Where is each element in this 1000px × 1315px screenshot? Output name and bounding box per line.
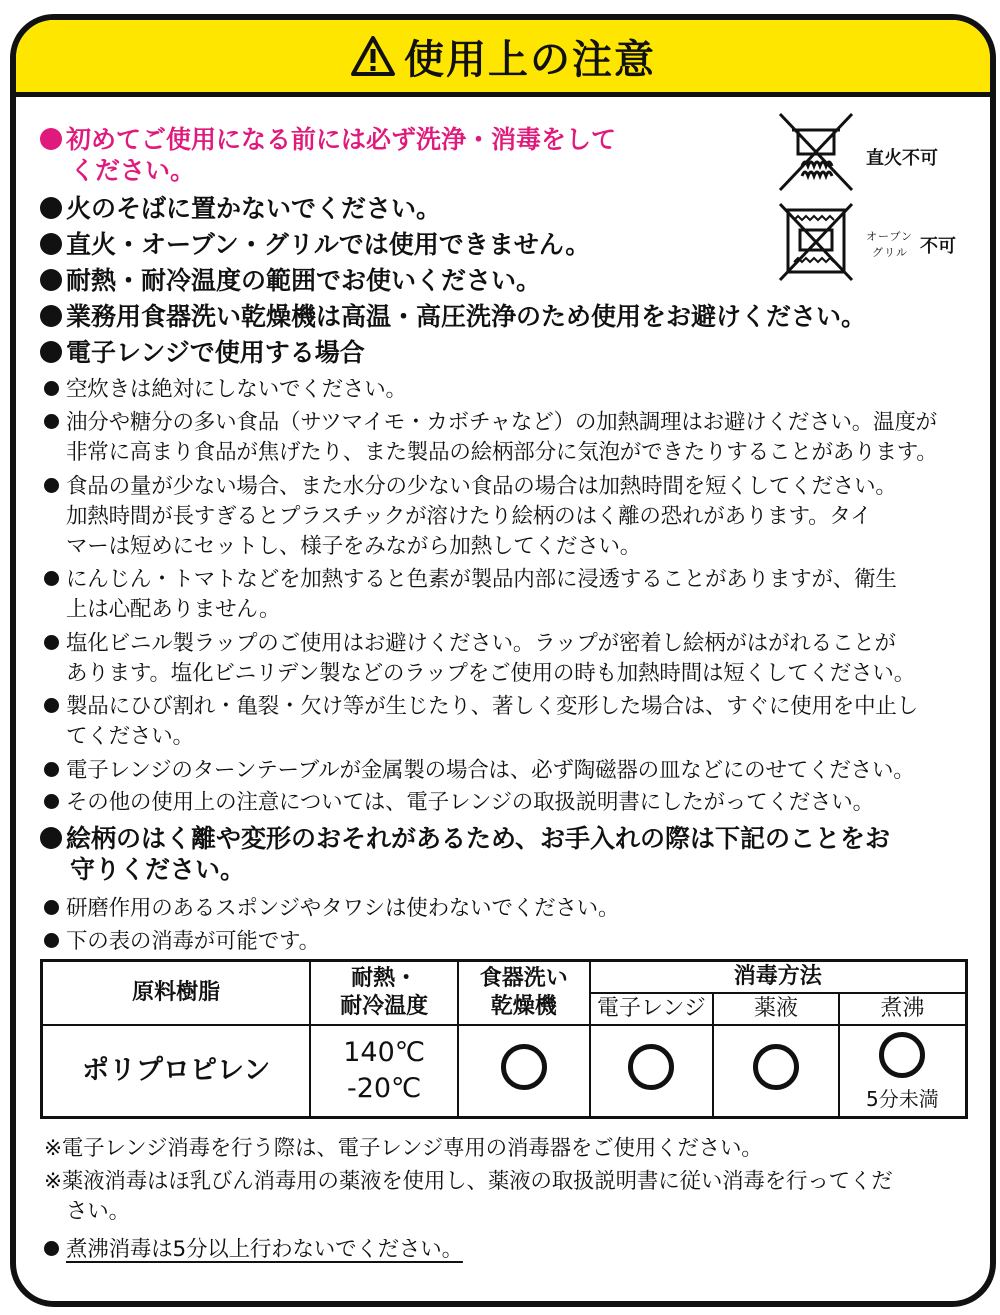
microwave-note-4: にんじん・トマトなどを加熱すると色素が製品内部に浸透することがありますが、衛生 [44,562,897,593]
caution-panel [10,14,996,1307]
bullet-icon [44,635,59,650]
note-temp-range: 耐熱・耐冷温度の範囲でお使いください。 [40,261,541,297]
cell-dishwasher [458,1025,590,1118]
microwave-note-6: 製品にひび割れ・亀裂・欠け等が生じたり、著しく変形した場合は、すぐに使用を中止し [44,689,918,720]
bullet-icon [44,414,59,429]
footnote-2: ※薬液消毒はほ乳びん消毒用の薬液を使用し、薬液の取扱説明書に従い消毒を行ってくだ [44,1169,893,1194]
footnote-1: ※電子レンジ消毒を行う際は、電子レンジ専用の消毒器をご使用ください。 [44,1136,763,1161]
microwave-note-3: 食品の量が少ない場合、また水分の少ない食品の場合は加熱時間を短くしてください。 [44,469,897,500]
no-oven-label: 不可 [920,236,956,257]
subheader-chemical: 薬液 [713,993,839,1025]
subheader-microwave: 電子レンジ [590,993,714,1025]
ok-circle-icon [501,1044,547,1090]
bullet-icon [40,128,62,150]
header-material: 原料樹脂 [42,961,311,1025]
microwave-note-2: 油分や糖分の多い食品（サツマイモ・カボチャなど）の加熱調理はお避けください。温度が [44,405,937,436]
bullet-icon [40,827,62,849]
care-note-1: 研磨作用のあるスポンジやタワシは使わないでください。 [44,891,619,922]
no-oven-grill-icon [774,200,858,284]
cell-chemical [713,1025,839,1118]
ok-circle-icon [879,1032,925,1078]
microwave-note-1: 空炊きは絶対にしないでください。 [44,372,407,403]
boiling-note: 5分未満 [866,1086,939,1111]
bullet-icon [40,341,62,363]
microwave-note-5: 塩化ビニル製ラップのご使用はお避けください。ラップが密着し絵柄がはがれることが [44,626,896,657]
ok-circle-icon [628,1044,674,1090]
bullet-icon [44,794,59,809]
note-first-wash-cont: ください。 [70,156,196,185]
microwave-note-3-cont2: マーは短めにセットし、様子をみながら加熱してください。 [66,534,642,559]
bullet-icon [44,381,59,396]
no-oven-small-label-1: オーブン [866,230,914,243]
caution-banner [16,20,990,97]
microwave-note-8: その他の使用上の注意については、電子レンジの取扱説明書にしたがってください。 [44,785,874,816]
microwave-note-3-cont1: 加熱時間が長すぎるとプラスチックが溶けたり絵柄のはく離の恐れがあります。タイ [66,504,872,529]
warning-triangle-icon [350,35,396,77]
bullet-icon [44,1241,59,1256]
no-oven-small-label-2: グリル [872,246,908,259]
care-heading-cont: 守りください。 [70,855,246,884]
microwave-note-4-cont: 上は心配ありません。 [66,597,281,622]
header-dishwasher: 食器洗い 乾燥機 [458,961,590,1025]
footnote-2-cont: さい。 [66,1199,130,1224]
page-title: 使用上の注意 [404,36,656,83]
care-note-2: 下の表の消毒が可能です。 [44,924,320,955]
disinfection-table [40,959,968,1119]
cell-temperature: 140℃ -20℃ [310,1025,458,1118]
bullet-icon [44,933,59,948]
subheader-boiling: 煮沸 [839,993,967,1025]
note-no-fire: 火のそばに置かないでください。 [40,189,441,225]
header-disinfection: 消毒方法 [590,961,967,993]
cell-material: ポリプロピレン [42,1025,311,1118]
bullet-icon [44,762,59,777]
no-direct-fire-label: 直火不可 [866,148,938,169]
note-dishwasher: 業務用食器洗い乾燥機は高温・高圧洗浄のため使用をお避けください。 [40,297,866,333]
microwave-note-6-cont: てください。 [66,724,194,749]
no-direct-fire-icon [774,110,858,194]
microwave-note-7: 電子レンジのターンテーブルが金属製の場合は、必ず陶磁器の皿などにのせてください。 [44,753,915,784]
bullet-icon [40,197,62,219]
note-no-oven: 直火・オーブン・グリルでは使用できません。 [40,225,590,261]
bullet-icon [44,698,59,713]
bullet-icon [40,305,62,327]
ok-circle-icon [753,1044,799,1090]
note-first-wash: 初めてご使用になる前には必ず洗浄・消毒をして [40,120,616,156]
bullet-icon [40,269,62,291]
bullet-icon [44,571,59,586]
care-heading: 絵柄のはく離や変形のおそれがあるため、お手入れの際は下記のことをお [40,819,890,855]
cell-microwave [590,1025,714,1118]
bullet-icon [44,900,59,915]
header-temperature: 耐熱・ 耐冷温度 [310,961,458,1025]
microwave-note-5-cont: あります。塩化ビニリデン製などのラップをご使用の時も加熱時間は短くしてください。 [66,661,915,686]
microwave-heading: 電子レンジで使用する場合 [40,333,365,369]
bullet-icon [44,478,59,493]
microwave-note-2-cont: 非常に高まり食品が焦げたり、また製品の絵柄部分に気泡ができたりすることがあります。 [66,440,938,465]
footnote-3: 煮沸消毒は5分以上行わないでください。 [44,1232,463,1263]
bullet-icon [40,233,62,255]
cell-boiling [839,1025,967,1118]
